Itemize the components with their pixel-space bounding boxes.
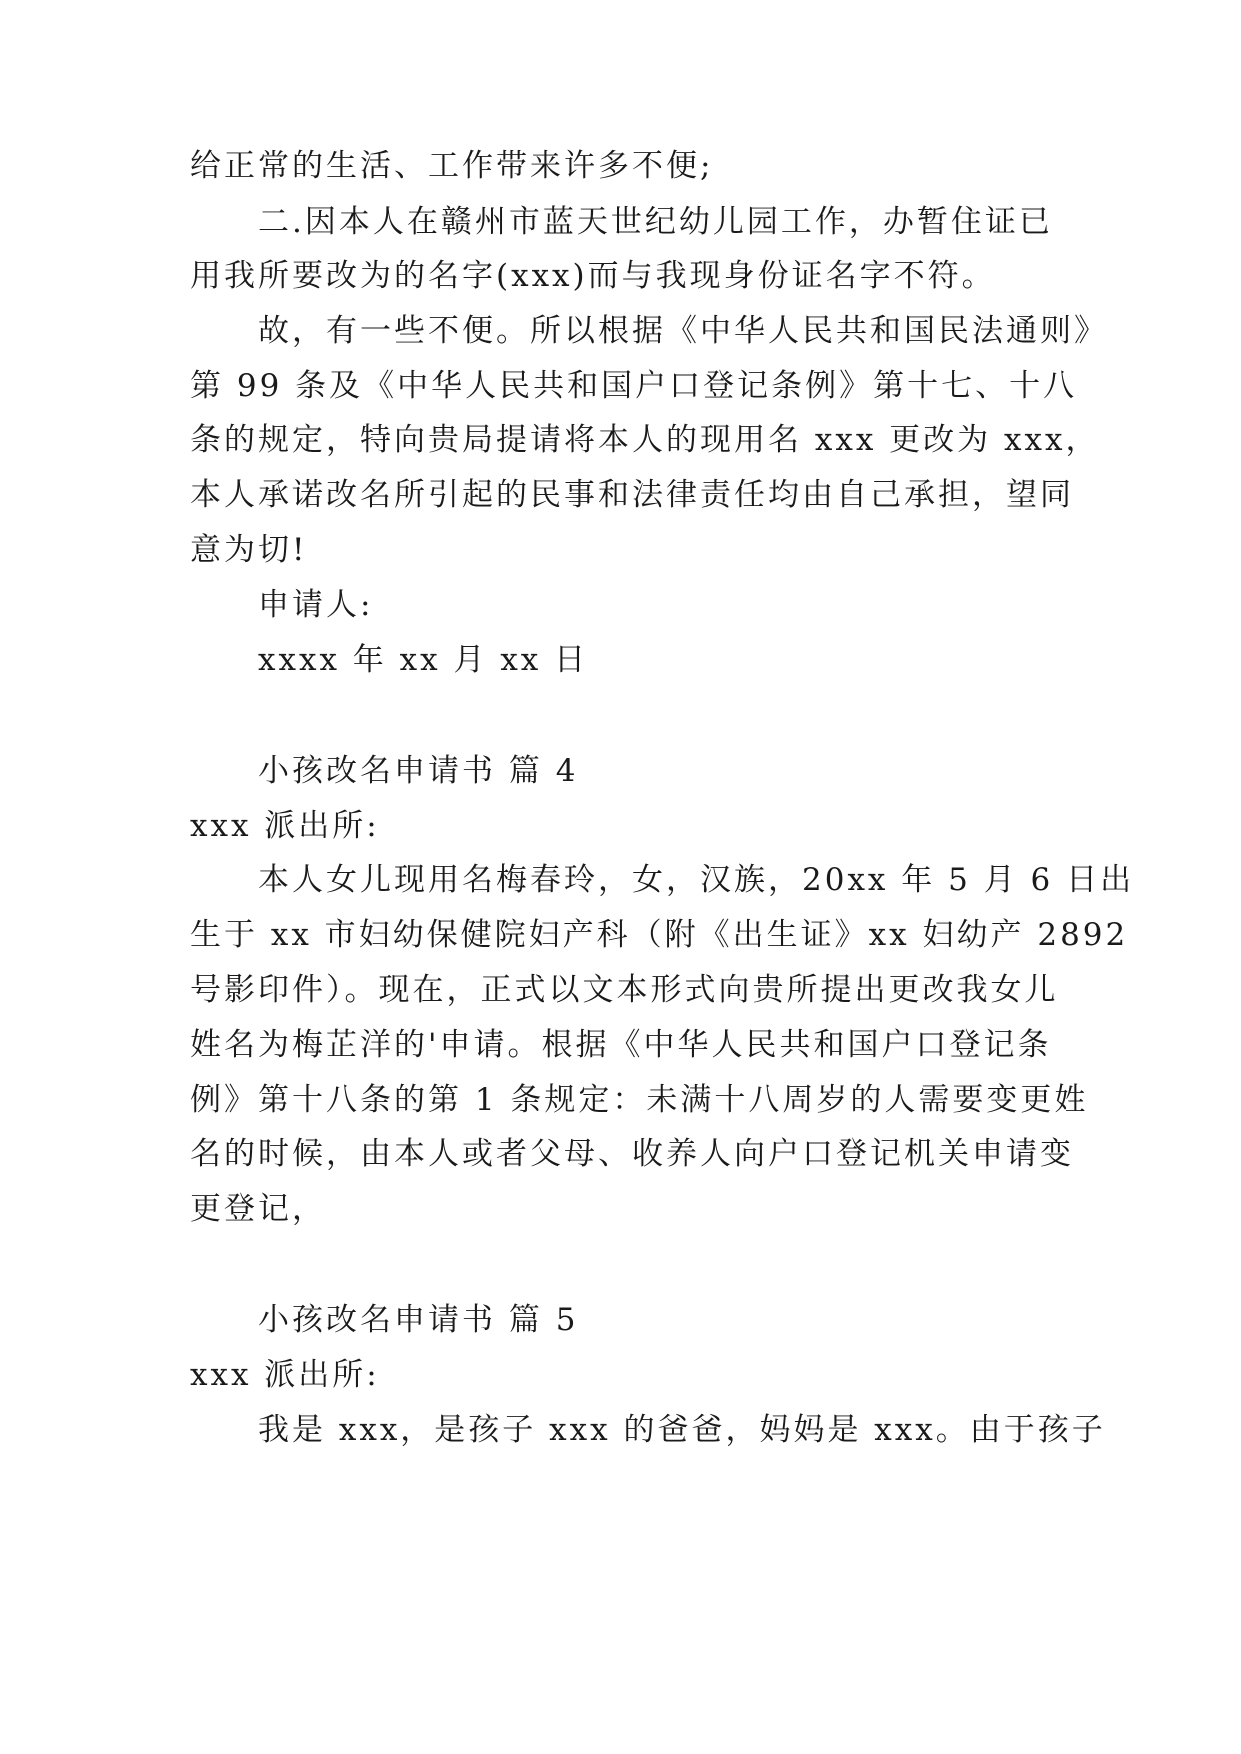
paragraph-line: 故，有一些不便。所以根据《中华人民共和国民法通则》 [258,313,1108,349]
paragraph-line: 名的时候，由本人或者父母、收养人向户口登记机关申请变 [190,1136,1074,1172]
paragraph-line: 本人承诺改名所引起的民事和法律责任均由自己承担，望同 [190,477,1074,513]
paragraph-line: 号影印件）。现在，正式以文本形式向贵所提出更改我女儿 [190,972,1059,1008]
paragraph-line: 本人女儿现用名梅春玲，女，汉族，20xx 年 5 月 6 日出 [258,862,1135,898]
paragraph-line: 姓名为梅芷洋的'申请。根据《中华人民共和国户口登记条 [190,1027,1052,1063]
paragraph-line: 二.因本人在赣州市蓝天世纪幼儿园工作，办暂住证已 [258,204,1053,240]
date-line: xxxx 年 xx 月 xx 日 [258,642,589,678]
applicant-label: 申请人: [258,587,374,623]
section-heading: 小孩改名申请书 篇 4 [258,753,579,789]
section-heading: 小孩改名申请书 篇 5 [258,1302,579,1338]
paragraph-line: 例》第十八条的第 1 条规定：未满十八周岁的人需要变更姓 [190,1082,1089,1118]
paragraph-line: 用我所要改为的名字(xxx)而与我现身份证名字不符。 [190,258,996,294]
paragraph-line: 意为切! [190,532,308,568]
paragraph-line: 更登记， [190,1191,326,1227]
addressee-line: xxx 派出所: [190,808,380,844]
paragraph-line: 第 99 条及《中华人民共和国户口登记条例》第十七、十八 [190,368,1078,404]
paragraph-line: 我是 xxx，是孩子 xxx 的爸爸，妈妈是 xxx。由于孩子 [258,1412,1106,1448]
paragraph-line: 条的规定，特向贵局提请将本人的现用名 xxx 更改为 xxx， [190,422,1100,458]
paragraph-line: 给正常的生活、工作带来许多不便; [190,148,714,184]
addressee-line: xxx 派出所: [190,1357,380,1393]
paragraph-line: 生于 xx 市妇幼保健院妇产科（附《出生证》xx 妇幼产 2892 [190,917,1129,953]
